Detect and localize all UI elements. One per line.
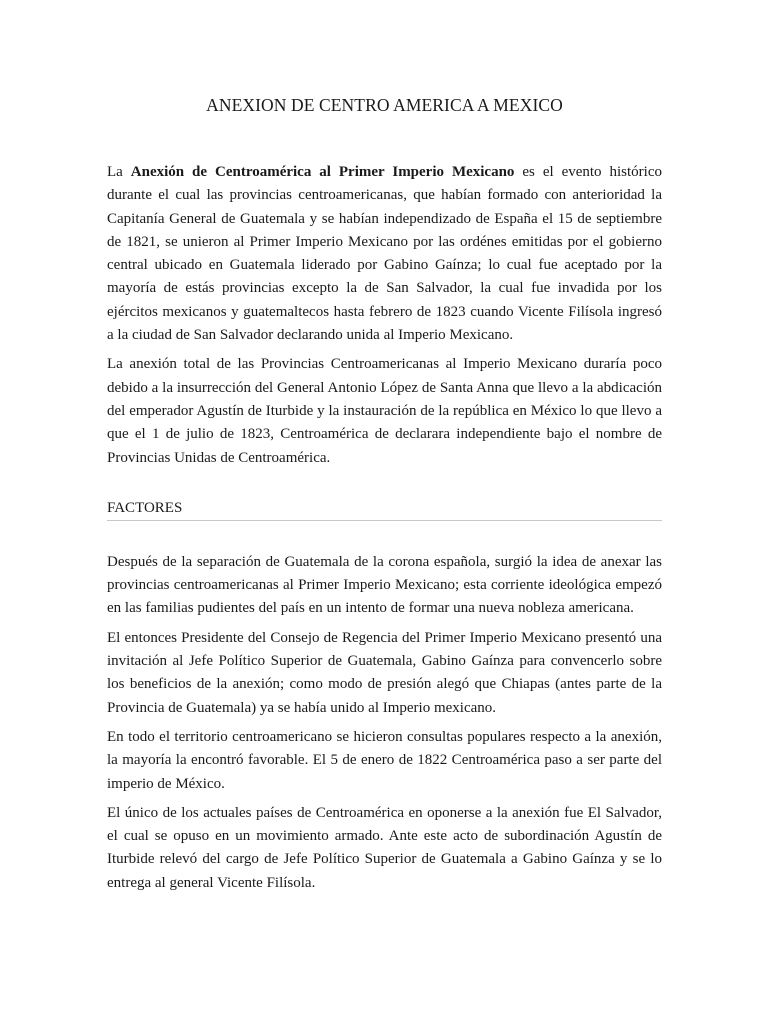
document-title: ANEXION DE CENTRO AMERICA A MEXICO — [206, 95, 563, 115]
factores-paragraph-4: El único de los actuales países de Centroamérica en oponerse a la anexión fue El Salvador, el cual se opuso en un movimiento armado. Ante este acto de subordinación Agustín de Iturbide relevó del cargo de Jefe Político Superior de Guatemala a Gabino Gaínza y se lo entrega al general Vicente Filísola. — [107, 804, 662, 891]
intro-paragraph — [107, 161, 662, 347]
factores-paragraph-3: En todo el territorio centroamericano se hicieron consultas populares respecto a la anexión, la mayoría la encontró favorable. El 5 de enero de 1822 Centroamérica paso a ser parte del imperio de México. — [107, 728, 662, 792]
document-page — [107, 92, 662, 901]
paragraph-2: La anexión total de las Provincias Centroamericanas al Imperio Mexicano duraría poco debido a la insurrección del General Antonio López de Santa Anna que llevo a la abdicación del emperador Agustín de Iturbide y la instauración de la república en México lo que llevo a que el 1 de julio de 1823, Centroamérica de declarara independiente bajo el nombre de Provincias Unidas de Centroamérica. — [107, 356, 662, 466]
intro-bold-term: Anexión de Centroamérica al Primer Imperio Mexicano — [130, 164, 515, 180]
intro-lead: La — [107, 164, 131, 180]
factores-paragraph-2: El entonces Presidente del Consejo de Regencia del Primer Imperio Mexicano presentó una invitación al Jefe Político Superior de Guatemala, Gabino Gaínza para convencerlo sobre los beneficios de la anexión; como modo de presión alegó que Chiapas (antes parte de la Provincia de Guatemala) ya se había unido al Imperio mexicano. — [107, 629, 662, 716]
section-heading-factores: FACTORES — [107, 498, 662, 521]
factores-paragraph-1: Después de la separación de Guatemala de la corona española, surgió la idea de anexar las provincias centroamericanas al Primer Imperio Mexicano; esta corriente ideológica empezó en las familias pudientes del país en un intento de formar una nueva nobleza americana. — [107, 553, 662, 617]
factores-section — [107, 551, 662, 895]
intro-rest: es el evento histórico durante el cual las provincias centroamericanas, que habían formado con anterioridad la Capitanía General de Guatemala y se habían independizado de España el 15 de septiembre de 1821, se unieron al Primer Imperio Mexicano por las ordénes emitidas por el gobierno central ubicado en Guatemala liderado por Gabino Gaínza; lo cual fue aceptado por la mayoría de estás provincias excepto la de San Salvador, la cual fue invadida por los ejércitos mexicanos y guatemaltecos hasta febrero de 1823 cuando Vicente Filísola ingresó a la ciudad de San Salvador declarando unida al Imperio Mexicano. — [107, 164, 662, 344]
